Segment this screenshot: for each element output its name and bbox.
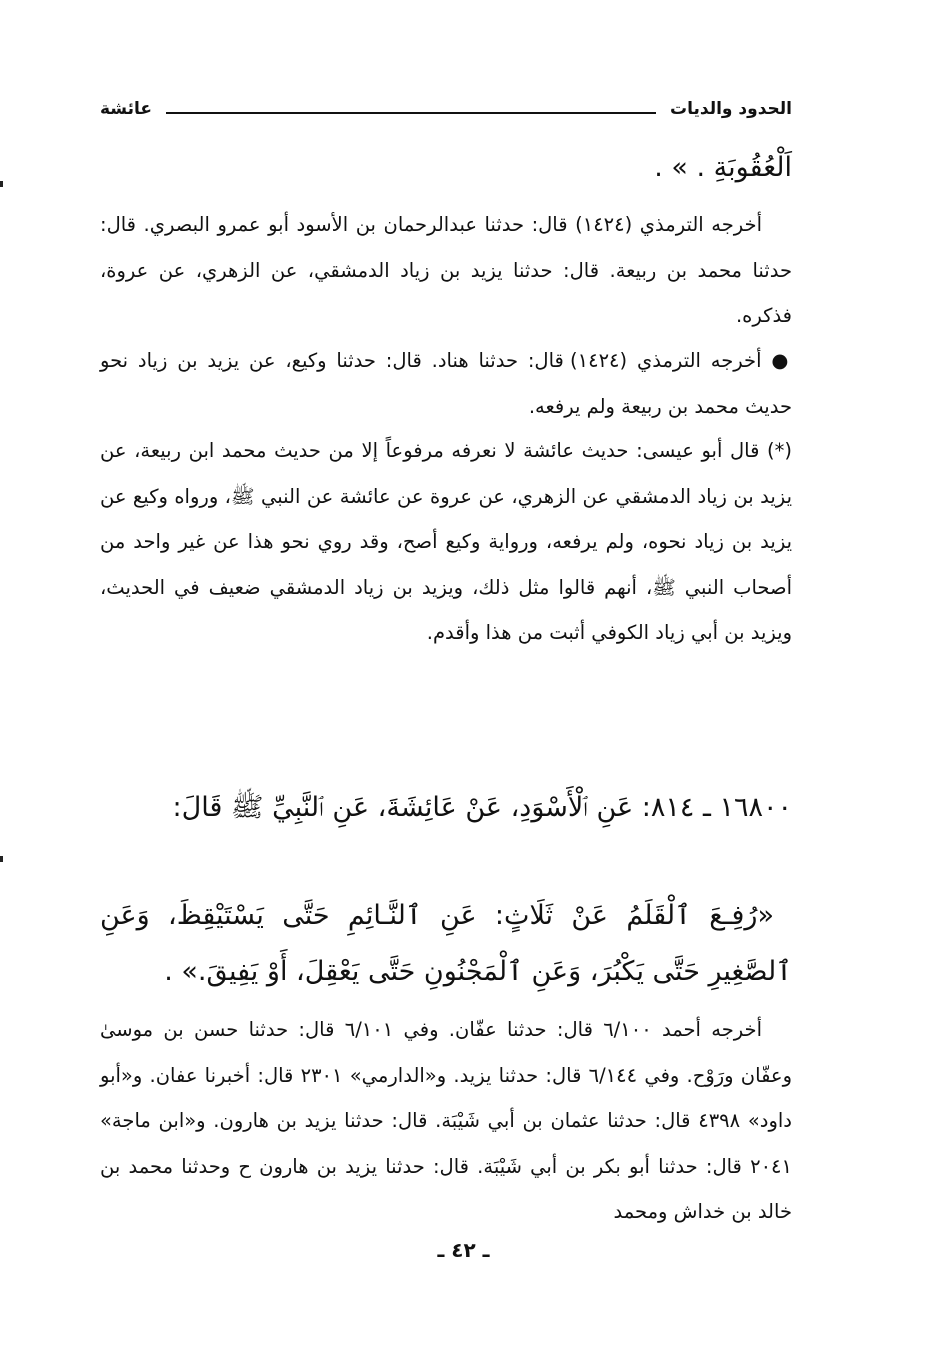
hadith-ending-text: اَلْعُقُوبَةِ . » . <box>654 152 792 183</box>
takhrij-paragraph-2 <box>100 338 792 429</box>
edge-mark-top <box>0 181 3 187</box>
edge-mark-middle <box>0 856 3 862</box>
commentary-paragraph <box>100 428 792 656</box>
takhrij-paragraph-3 <box>100 1007 792 1235</box>
hadith-isnad <box>100 780 792 836</box>
takhrij-text-2: ● أخرجه الترمذي (١٤٢٤) قال: حدثنا هناد. قال: حدثنا وكيع، عن يزيد بن زياد نحو حديث محمد بن ربيعة ولم يرفعه. <box>100 349 792 418</box>
header-chapter-title: الحدود والديات <box>670 99 792 119</box>
page-number: ـ ٤٢ ـ <box>437 1238 490 1262</box>
header-rule <box>166 112 656 114</box>
running-header <box>100 96 792 122</box>
hadith-matn <box>100 888 792 1000</box>
takhrij-text-3: أخرجه أحمد ٦/١٠٠ قال: حدثنا عفّان. وفي ٦/١٠١ قال: حدثنا حسن بن موسىٰ وعفّان ورَوْح. وفي ٦/١٤٤ قال: حدثنا يزيد. و«الدارمي» ٢٣٠١ قال: أخبرنا عفان. و«أبو داود» ٤٣٩٨ قال: حدثنا عثمان بن أبي شَيْبَة. قال: حدثنا يزيد بن هارون. و«ابن ماجة» ٢٠٤١ قال: حدثنا أبو بكر بن أبي شَيْبَة. قال: حدثنا يزيد بن هارون ح وحدثنا محمد بن خالد بن خداش ومحمد <box>100 1018 792 1223</box>
hadith-matn-text: «رُفِـعَ ٱلْقَلَمُ عَنْ ثَلَاثٍ: عَنِ ٱلنَّـائِمِ حَتَّى يَسْتَيْقِظَ، وَعَنِ ٱلصَّغِيرِ حَتَّى يَكْبُرَ، وَعَنِ ٱلْمَجْنُونِ حَتَّى يَعْقِلَ، أَوْ يَفِيقَ.» . <box>100 900 792 987</box>
hadith-isnad-text: ١٦٨٠٠ ـ ٨١٤: عَنِ ٱلْأَسْوَدِ، عَنْ عَائِشَةَ، عَنِ ٱلنَّبِيِّ ﷺ قَالَ: <box>172 792 792 823</box>
takhrij-paragraph-1 <box>100 202 792 339</box>
takhrij-text-1: أخرجه الترمذي (١٤٢٤) قال: حدثنا عبدالرحمان بن الأسود أبو عمرو البصري. قال: حدثنا محمد بن ربيعة. قال: حدثنا يزيد بن زياد الدمشقي، عن الزهري، عن عروة، فذكره. <box>100 213 792 327</box>
hadith-ending <box>100 140 792 196</box>
header-section-title: عائشة <box>100 99 152 119</box>
commentary-text: (*) قال أبو عيسى: حديث عائشة لا نعرفه مرفوعاً إلا من حديث محمد ابن ربيعة، عن يزيد بن زياد الدمشقي عن الزهري، عن عروة عن عائشة عن النبي ﷺ، ورواه وكيع عن يزيد بن زياد نحوه، ولم يرفعه، ورواية وكيع أصح، وقد روي نحو هذا عن غير واحد من أصحاب النبي ﷺ، أنهم قالوا مثل ذلك، ويزيد بن زياد الدمشقي ضعيف في الحديث، ويزيد بن أبي زياد الكوفي أثبت من هذا وأقدم. <box>100 439 792 644</box>
